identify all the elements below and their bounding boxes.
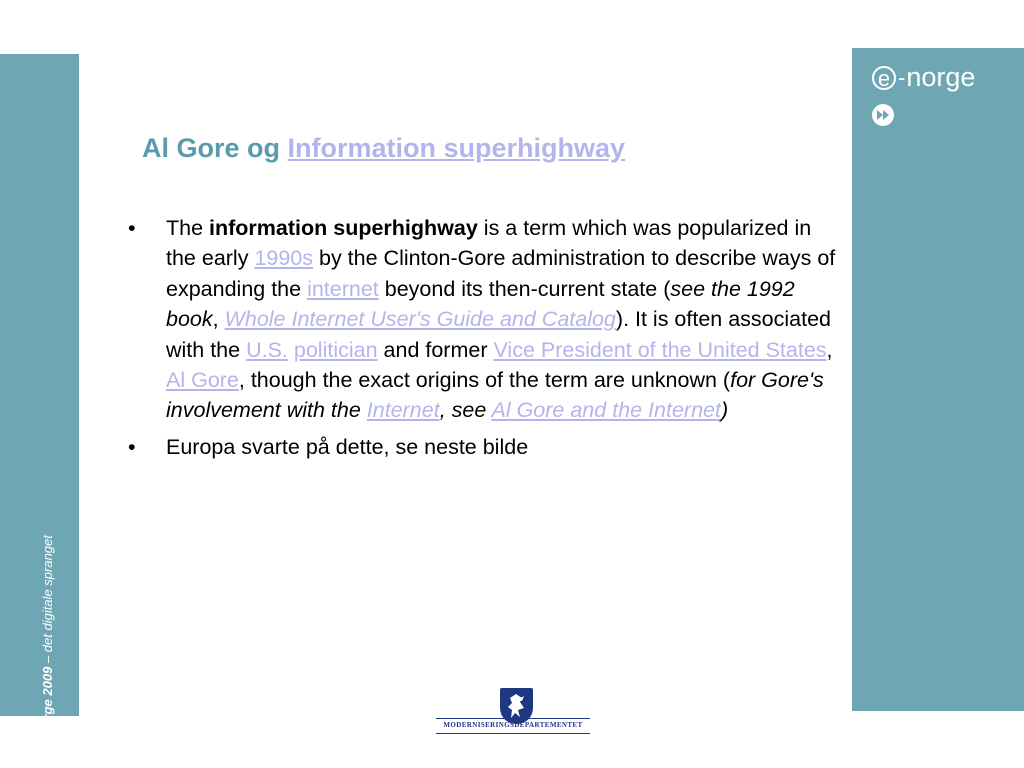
department-name: MODERNISERINGSDEPARTEMENTET: [443, 721, 583, 729]
text-run: The: [166, 216, 210, 240]
link-al-gore-and-internet[interactable]: Al Gore and the Internet: [491, 398, 721, 423]
text-run: ,: [212, 307, 225, 332]
title-link[interactable]: Information superhighway: [287, 133, 626, 163]
link-vice-president[interactable]: Vice President of the United States: [493, 337, 827, 362]
text-run: beyond its then-current state (: [378, 276, 671, 301]
left-sidebar: [0, 54, 79, 744]
logo-word: norge: [906, 62, 976, 92]
separator: –: [40, 652, 55, 667]
logo-e: e: [872, 66, 896, 90]
fast-forward-icon[interactable]: [872, 104, 894, 126]
link-al-gore[interactable]: Al Gore: [166, 368, 239, 393]
divider-line: [436, 733, 590, 734]
link-politician[interactable]: politician: [293, 337, 378, 362]
logo-dash: -: [898, 64, 906, 90]
slide-content: [128, 213, 843, 462]
link-whole-internet-guide[interactable]: Whole Internet User's Guide and Catalog: [224, 307, 616, 332]
italic-run: ): [720, 398, 729, 423]
divider-line: [436, 718, 590, 719]
enorge-logo: [872, 62, 975, 93]
tagline: det digitale spranget: [40, 535, 55, 653]
department-logo: [430, 688, 596, 738]
right-sidebar: [852, 48, 1024, 711]
bullet-mark: •: [128, 216, 136, 240]
brand-year: eNorge 2009: [40, 666, 55, 744]
list-item: [128, 432, 843, 462]
bullet-mark: •: [128, 434, 136, 459]
text-run: Europa svarte på dette, se neste bilde: [166, 434, 529, 459]
link-internet[interactable]: internet: [307, 276, 379, 301]
list-item: [128, 213, 843, 426]
italic-run: for Gore's involvement with the: [166, 368, 824, 423]
italic-run: , see: [439, 398, 492, 423]
text-run: ,: [826, 337, 833, 362]
text-run: is a term which was popularized in the early: [166, 216, 812, 271]
text-run: by the Clinton-Gore administration to describe ways of expanding the: [166, 246, 836, 301]
bullet-list: [128, 213, 843, 462]
link-1990s[interactable]: 1990s: [254, 246, 314, 271]
slide-title: [142, 133, 625, 164]
link-internet-2[interactable]: Internet: [366, 398, 440, 423]
text-run: and former: [377, 337, 494, 362]
link-us[interactable]: U.S.: [246, 337, 288, 362]
vertical-footer-text: [40, 535, 55, 744]
text-run: , though the exact origins of the term are unknown (: [238, 368, 731, 393]
bold-term: information superhighway: [209, 216, 478, 240]
text-run: ). It is often associated with the: [166, 307, 832, 362]
italic-run: see the 1992 book: [166, 276, 795, 332]
title-prefix: Al Gore og: [142, 133, 288, 163]
